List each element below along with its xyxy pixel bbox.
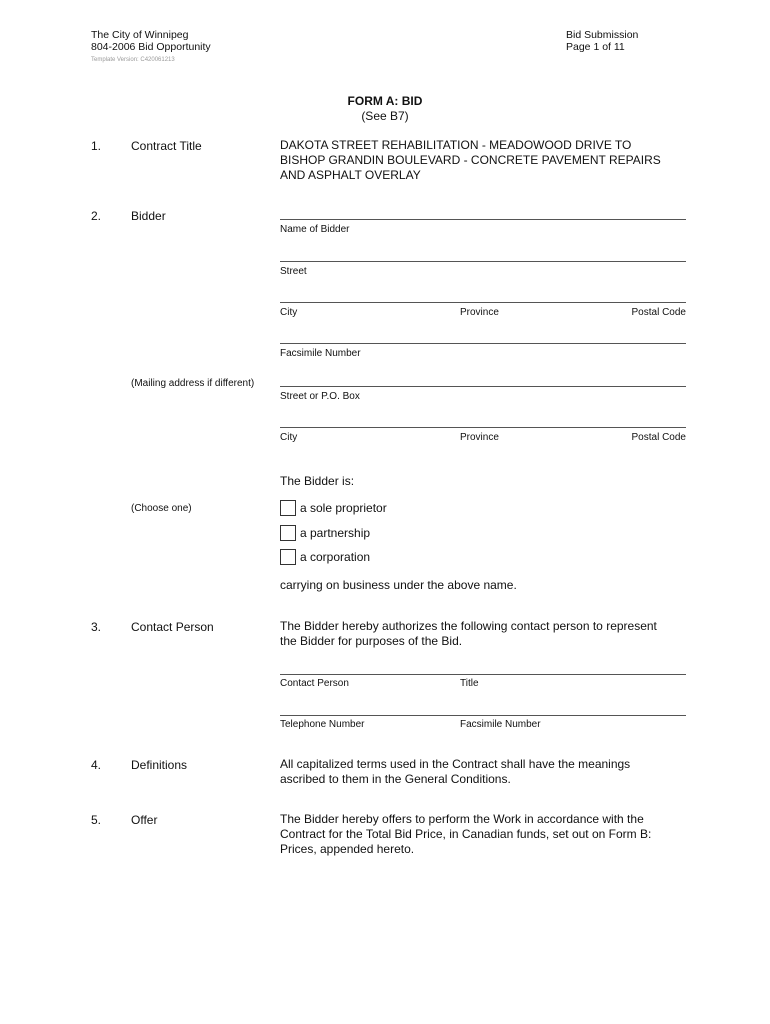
street-field[interactable] (280, 261, 686, 262)
paragraph-line: Contract for the Total Bid Price, in Canadian funds, set out on Form B: (280, 827, 652, 841)
contract-title-line: AND ASPHALT OVERLAY (280, 168, 421, 182)
section-1-number: 1. (91, 139, 102, 153)
section-1-label: Contract Title (131, 139, 202, 153)
contract-title (280, 138, 700, 183)
contact-person-text (280, 619, 686, 649)
page-number: Page 1 of 11 (566, 41, 625, 53)
contact-person-title-field[interactable] (280, 674, 686, 675)
paragraph-line: ascribed to them in the General Conditions. (280, 772, 511, 786)
contact-facsimile-label: Facsimile Number (460, 719, 541, 730)
corporation-checkbox[interactable] (280, 549, 296, 565)
title-label: Title (460, 678, 479, 689)
mailing-address-note: (Mailing address if different) (131, 378, 255, 389)
telephone-facsimile-field[interactable] (280, 715, 686, 716)
bidder-is-label: The Bidder is: (280, 474, 355, 488)
section-5-label: Offer (131, 813, 158, 827)
section-2-number: 2. (91, 209, 102, 223)
mailing-city-province-postal-field[interactable] (280, 427, 686, 428)
mailing-city-label: City (280, 432, 298, 443)
choose-one-note: (Choose one) (131, 503, 192, 514)
carrying-on-business-text: carrying on business under the above name. (280, 578, 517, 592)
mailing-postal-code-label: Postal Code (631, 432, 686, 443)
name-of-bidder-field[interactable] (280, 219, 686, 220)
definitions-text (280, 757, 686, 787)
template-version: Template Version: C420061213 (91, 57, 175, 63)
header-right (566, 29, 638, 53)
province-label: Province (460, 307, 499, 318)
form-title: FORM A: BID (347, 94, 423, 108)
sole-proprietor-checkbox[interactable] (280, 500, 296, 516)
po-box-field[interactable] (280, 386, 686, 387)
facsimile-label: Facsimile Number (280, 348, 361, 359)
facsimile-field[interactable] (280, 343, 686, 344)
section-5-number: 5. (91, 813, 102, 827)
form-subtitle: (See B7) (361, 109, 409, 123)
section-2-label: Bidder (131, 209, 166, 223)
sole-proprietor-label: a sole proprietor (300, 501, 387, 515)
paragraph-line: The Bidder hereby offers to perform the Work in accordance with the (280, 812, 644, 826)
header-left (91, 29, 211, 53)
bid-submission: Bid Submission (566, 29, 639, 41)
section-4-number: 4. (91, 758, 102, 772)
contract-title-line: BISHOP GRANDIN BOULEVARD - CONCRETE PAVEMENT REPAIRS (280, 153, 661, 167)
partnership-checkbox[interactable] (280, 525, 296, 541)
postal-code-label: Postal Code (631, 307, 686, 318)
paragraph-line: The Bidder hereby authorizes the following contact person to represent (280, 619, 657, 633)
mailing-province-label: Province (460, 432, 499, 443)
section-3-number: 3. (91, 620, 102, 634)
corporation-label: a corporation (300, 550, 371, 564)
section-3-label: Contact Person (131, 620, 214, 634)
city-label: City (280, 307, 298, 318)
contact-person-label: Contact Person (280, 678, 349, 689)
paragraph-line: Prices, appended hereto. (280, 842, 415, 856)
contract-title-line: DAKOTA STREET REHABILITATION - MEADOWOOD DRIVE TO (280, 138, 632, 152)
paragraph-line: the Bidder for purposes of the Bid. (280, 634, 463, 648)
street-label: Street (280, 266, 307, 277)
city-province-postal-field[interactable] (280, 302, 686, 303)
bid-opportunity: 804-2006 Bid Opportunity (91, 41, 211, 53)
name-of-bidder-label: Name of Bidder (280, 224, 350, 235)
offer-text (280, 812, 686, 857)
telephone-label: Telephone Number (280, 719, 365, 730)
paragraph-line: All capitalized terms used in the Contract shall have the meanings (280, 757, 631, 771)
po-box-label: Street or P.O. Box (280, 391, 360, 402)
city-name: The City of Winnipeg (91, 29, 189, 41)
section-4-label: Definitions (131, 758, 188, 772)
partnership-label: a partnership (300, 526, 371, 540)
